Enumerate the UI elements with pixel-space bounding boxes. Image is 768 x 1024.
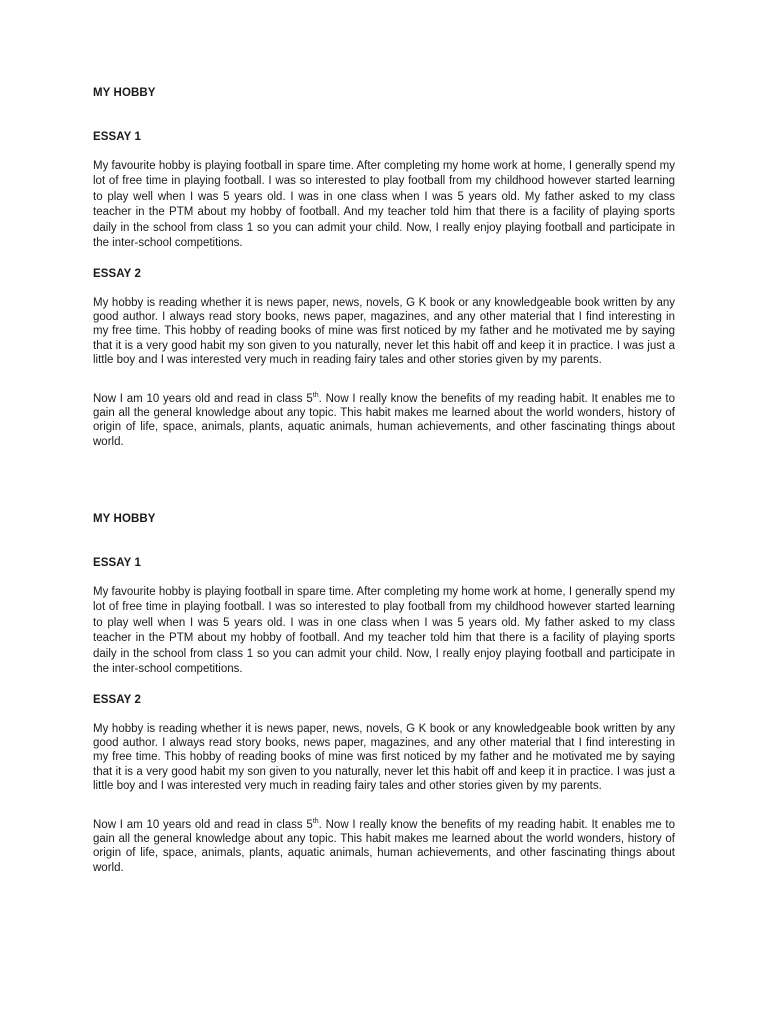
paragraph-text: Now I am 10 years old and read in class 5 bbox=[93, 393, 313, 405]
essay-2-paragraph-1: My hobby is reading whether it is news paper, news, novels, G K book or any knowledgeable book written by any good author. I always read story books, news paper, magazines, and any other material that I find interesting in my free time. This hobby of reading books of mine was first noticed by my father and he motivated me by saying that it is a very good habit my son given to you naturally, never let this habit off and keep it in practice. I was just a little boy and I was interested very much in reading fairy tales and other stories given by my parents. bbox=[93, 297, 675, 366]
essay-2-paragraph-2 bbox=[93, 818, 675, 875]
paragraph-text: . Now I really know the benefits of my reading habit. It enables me to gain all the general knowledge about any topic. This habit makes me learned about the world wonders, history of origin of life, space, animals, plants, aquatic animals, human achievements, and other fascinating things about world. bbox=[93, 393, 676, 448]
ordinal-suffix: th bbox=[312, 392, 319, 400]
essay-2-body-continued bbox=[93, 392, 675, 449]
essay-2-heading: ESSAY 2 bbox=[93, 694, 142, 706]
essay-1-body bbox=[93, 585, 675, 677]
essay-1-body bbox=[93, 159, 675, 251]
essay-2-paragraph-1: My hobby is reading whether it is news paper, news, novels, G K book or any knowledgeable book written by any good author. I always read story books, news paper, magazines, and any other material that I find interesting in my free time. This hobby of reading books of mine was first noticed by my father and he motivated me by saying that it is a very good habit my son given to you naturally, never let this habit off and keep it in practice. I was just a little boy and I was interested very much in reading fairy tales and other stories given by my parents. bbox=[93, 723, 675, 792]
ordinal-suffix: th bbox=[312, 818, 319, 826]
essay-1-paragraph: My favourite hobby is playing football in spare time. After completing my home work at home, I generally spend my lot of free time in playing football. I was so interested to play football from my childhood however started learning to play well when I was 5 years old. I was in one class when I was 5 years old. My father asked to my class teacher in the PTM about my hobby of football. And my teacher told him that there is a facility of playing sports daily in the school from class 1 so you can admit your child. Now, I really enjoy playing football and participate in the inter-school competitions. bbox=[93, 586, 675, 676]
paragraph-text: . Now I really know the benefits of my reading habit. It enables me to gain all the general knowledge about any topic. This habit makes me learned about the world wonders, history of origin of life, space, animals, plants, aquatic animals, human achievements, and other fascinating things about world. bbox=[93, 819, 676, 874]
essay-1-heading: ESSAY 1 bbox=[93, 557, 142, 569]
paragraph-text: Now I am 10 years old and read in class 5 bbox=[93, 819, 313, 831]
section-title: MY HOBBY bbox=[93, 513, 156, 525]
essay-1-paragraph: My favourite hobby is playing football in spare time. After completing my home work at home, I generally spend my lot of free time in playing football. I was so interested to play football from my childhood however started learning to play well when I was 5 years old. I was in one class when I was 5 years old. My father asked to my class teacher in the PTM about my hobby of football. And my teacher told him that there is a facility of playing sports daily in the school from class 1 so you can admit your child. Now, I really enjoy playing football and participate in the inter-school competitions. bbox=[93, 160, 675, 250]
section-title: MY HOBBY bbox=[93, 87, 156, 99]
essay-2-body bbox=[93, 722, 675, 793]
essay-2-paragraph-2 bbox=[93, 392, 675, 449]
essay-2-body bbox=[93, 296, 675, 367]
essay-2-body-continued bbox=[93, 818, 675, 875]
essay-1-heading: ESSAY 1 bbox=[93, 131, 142, 143]
essay-2-heading: ESSAY 2 bbox=[93, 268, 142, 280]
